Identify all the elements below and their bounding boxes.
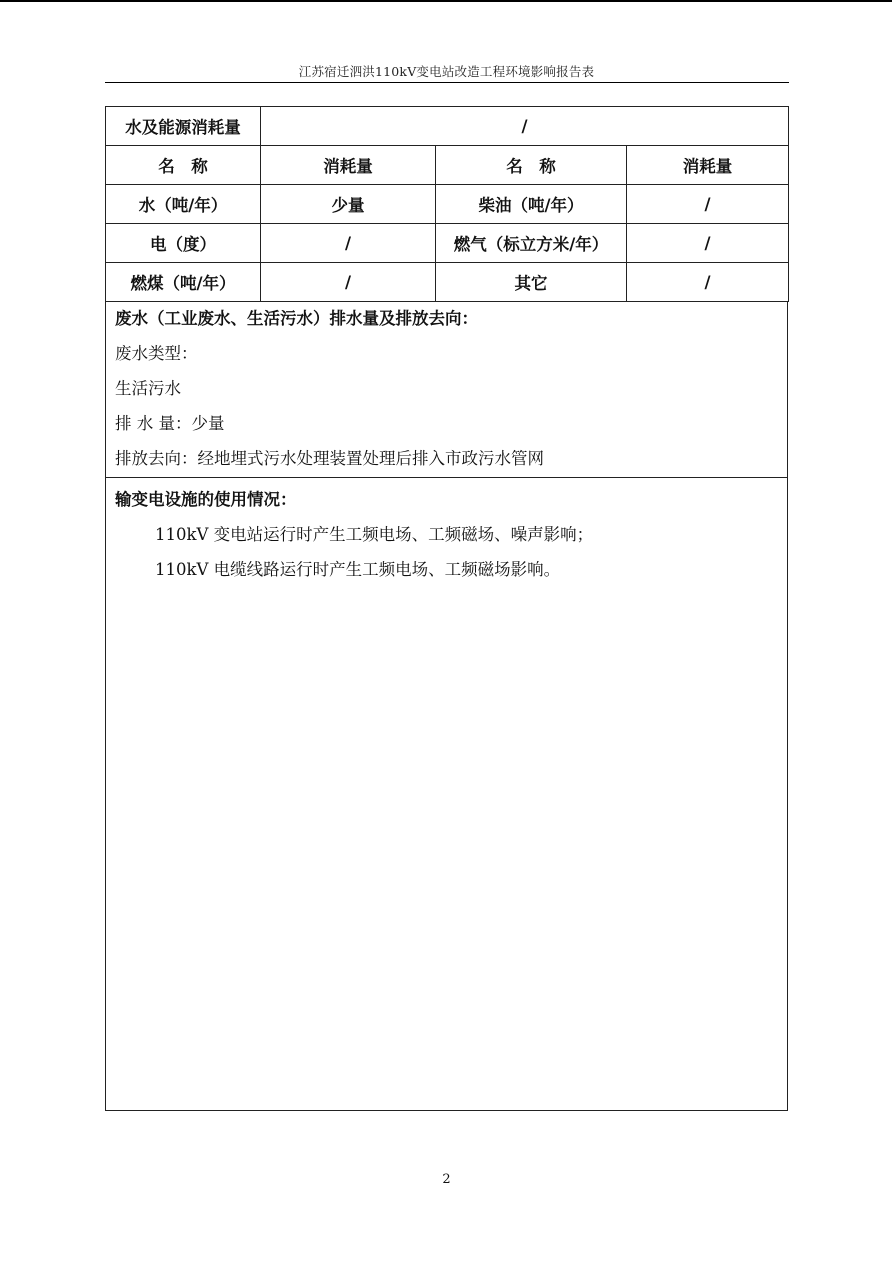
wastewater-title: 废水（工业废水、生活污水）排水量及排放去向： xyxy=(115,309,478,328)
header-rule xyxy=(105,82,789,83)
table-title-value: / xyxy=(261,107,789,146)
column-header-consumption: 消耗量 xyxy=(261,146,436,185)
document-header: 江苏宿迁泗洪110kV变电站改造工程环境影响报告表 xyxy=(298,64,595,79)
table-cell: 电（度） xyxy=(106,224,261,263)
table-title-row xyxy=(106,107,789,146)
table-cell: / xyxy=(261,263,436,302)
table-cell: 其它 xyxy=(436,263,627,302)
table-row xyxy=(106,263,789,302)
top-border-line xyxy=(0,0,892,2)
facility-use-section xyxy=(105,478,788,1111)
table-cell: 水（吨/年） xyxy=(106,185,261,224)
wastewater-type-value: 生活污水 xyxy=(115,379,181,398)
table-row xyxy=(106,224,789,263)
wastewater-destination: 排放去向：经地埋式污水处理装置处理后排入市政污水管网 xyxy=(115,449,544,468)
wastewater-section xyxy=(105,302,788,478)
table-cell: / xyxy=(627,185,789,224)
column-header-name: 名 称 xyxy=(436,146,627,185)
table-cell: 燃煤（吨/年） xyxy=(106,263,261,302)
wastewater-type-label: 废水类型： xyxy=(115,344,198,363)
table-cell: 柴油（吨/年） xyxy=(436,185,627,224)
table-cell: 燃气（标立方米/年） xyxy=(436,224,627,263)
facility-use-title: 输变电设施的使用情况： xyxy=(115,490,297,509)
column-header-consumption: 消耗量 xyxy=(627,146,789,185)
table-cell: / xyxy=(261,224,436,263)
table-header-row xyxy=(106,146,789,185)
consumption-table xyxy=(105,106,789,302)
table-cell: / xyxy=(627,224,789,263)
table-title-label: 水及能源消耗量 xyxy=(106,107,261,146)
table-cell: / xyxy=(627,263,789,302)
table-row xyxy=(106,185,789,224)
column-header-name: 名 称 xyxy=(106,146,261,185)
facility-use-line: 110kV 电缆线路运行时产生工频电场、工频磁场影响。 xyxy=(155,560,561,579)
table-cell: 少量 xyxy=(261,185,436,224)
facility-use-line: 110kV 变电站运行时产生工频电场、工频磁场、噪声影响； xyxy=(155,525,594,544)
wastewater-volume: 排 水 量：少量 xyxy=(115,414,225,433)
page-number: 2 xyxy=(442,1172,451,1187)
